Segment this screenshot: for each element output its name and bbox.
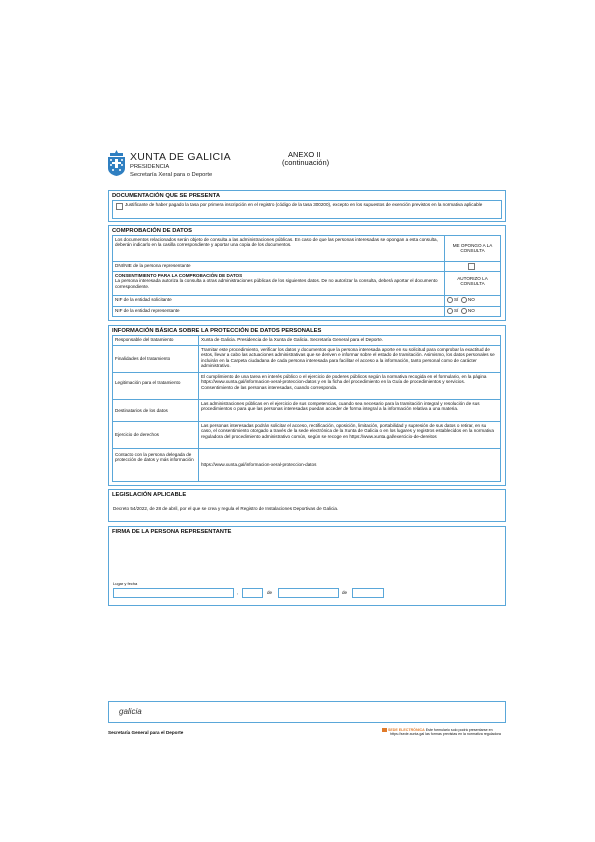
tax-receipt-text: Justificante de haber pagado la tasa por primera inscripción en el registro (código de la tasa 300200), excepto en los supuestos de exención previstos en la normativa aplicable <box>125 202 483 207</box>
yes-label: SÍ <box>454 297 459 303</box>
footer-logo-box <box>108 701 506 723</box>
signature-title: FIRMA DE LA PERSONA REPRESENTANTE <box>112 529 232 535</box>
nif-entity-label: NIF de la entidad solicitante <box>113 296 445 307</box>
law-section <box>108 489 506 522</box>
law-title: LEGISLACIÓN APLICABLE <box>112 492 187 498</box>
oppose-header: ME OPONGO A LA CONSULTA <box>445 236 501 262</box>
xunta-crest-icon <box>107 150 126 176</box>
nif-rep-yes-radio[interactable] <box>447 308 453 314</box>
sede-label: SEDE ELECTRÓNICA <box>388 728 425 732</box>
sede-text-3: las formas previstas en la normativa reguladora <box>425 732 501 737</box>
sede-icon <box>382 728 387 732</box>
dni-row-label: DNI/NIE de la persona representante <box>113 262 445 272</box>
privacy-label-rights: Ejercicio de derechos <box>113 422 199 449</box>
org-name: XUNTA DE GALICIA <box>130 151 231 163</box>
data-check-table <box>112 235 501 317</box>
place-date-label: Lugar y fecha <box>113 581 138 586</box>
no-label: NO <box>467 308 475 314</box>
privacy-text-rights: Las personas interesadas podrán solicitar el acceso, rectificación, oposición, limitación, portabilidad y supresión de sus datos o retirar, en su caso, el consentimiento otorgado a través de la sede electrónica de la Xunta de Galicia o en los lugares y registros establecidos en la normativa reguladora del procedimiento administrativo común, según se recoge en https://www.xunta.gal/exercicio-de-dereitos <box>199 422 501 449</box>
yes-label: SÍ <box>454 308 459 314</box>
day-field[interactable] <box>242 588 263 598</box>
comma-separator: , <box>237 590 239 595</box>
law-text: Decreto 54/2022, de 28 de abril, por el que se crea y regula el Registro de Instalaciones Deportivas de Galicia. <box>113 506 339 511</box>
privacy-text-legitimation: El cumplimiento de una tarea en interés público o el ejercicio de poderes públicos según la normativa recogida en el formulario, en la página https://www.xunta.gal/informacion-xeral-proteccion-datos y en la ficha del procedimiento en la Guía de procedimientos y servicios. Consentimiento de las personas interesadas, cuando corresponda. <box>199 373 501 400</box>
consent-block <box>113 272 445 296</box>
nif-entity-yes-radio[interactable] <box>447 297 453 303</box>
privacy-text-controller: Xunta de Galicia. Presidencia de la Xunta de Galicia. Secretaría General para el Deporte. <box>199 336 501 346</box>
privacy-text-contact: https://www.xunta.gal/informacion-xeral-proteccion-datos <box>199 449 501 482</box>
documents-box <box>112 200 502 219</box>
privacy-label-purpose: Finalidades del tratamiento <box>113 346 199 373</box>
galicia-logo: galicia <box>119 707 142 716</box>
dept-name: PRESIDENCIA <box>130 164 170 170</box>
privacy-label-controller: Responsable del tratamiento <box>113 336 199 346</box>
dni-oppose-checkbox[interactable] <box>468 263 475 270</box>
nif-entity-options <box>445 296 501 307</box>
de-label-1: de <box>267 590 273 595</box>
year-field[interactable] <box>352 588 384 598</box>
sede-text-1: Este formulario solo podrá presentarse en <box>425 728 493 732</box>
de-label-2: de <box>342 590 348 595</box>
place-field[interactable] <box>113 588 234 598</box>
signature-section <box>108 526 506 606</box>
nif-rep-label: NIF de la entidad representante <box>113 307 445 317</box>
privacy-label-legitimation: Legitimación para el tratamiento <box>113 373 199 400</box>
data-check-title: COMPROBACIÓN DE DATOS <box>112 228 192 234</box>
annex-title: ANEXO II <box>288 150 321 159</box>
sede-badge <box>382 728 504 736</box>
footer-department: Secretaría General para el Deporte <box>108 730 184 735</box>
consent-title: CONSENTIMIENTO PARA LA COMPROBACIÓN DE DATOS <box>115 273 243 278</box>
subdept-name: Secretaría Xeral para o Deporte <box>130 172 213 178</box>
month-field[interactable] <box>278 588 339 598</box>
documents-title: DOCUMENTACIÓN QUE SE PRESENTA <box>112 193 221 199</box>
privacy-text-purpose: Tramitar este procedimiento, verificar los datos y documentos que la persona interesada aporte en su solicitud para comprobar la exactitud de estos, llevar a cabo las actuaciones administrativas que se deriven e informar sobre el estado de tramitación. Asimismo, los datos personales se incluirán en la Carpeta ciudadana de cada persona interesada para facilitar el acceso a la información, tanto personal como de carácter administrativo. <box>199 346 501 373</box>
dni-oppose-cell <box>445 262 501 272</box>
authorize-header: AUTORIZO LA CONSULTA <box>445 272 501 296</box>
consent-text: La persona interesada autoriza la consulta a otras administraciones públicas de los siguientes datos. De no autorizar la consulta, deberá aportar el documento correspondiente. <box>115 278 438 289</box>
privacy-label-recipients: Destinatarios de los datos <box>113 400 199 422</box>
annex-subtitle: (continuación) <box>282 158 330 167</box>
documents-section <box>108 190 506 222</box>
nif-rep-no-radio[interactable] <box>461 308 467 314</box>
privacy-label-contact: Contacto con la persona delegada de protección de datos y más información <box>113 449 199 482</box>
privacy-title: INFORMACIÓN BÁSICA SOBRE LA PROTECCIÓN DE DATOS PERSONALES <box>112 328 322 334</box>
oppose-intro: Los documentos relacionados serán objeto de consulta a las administraciones públicas. En caso de que las personas interesadas se opongan a esta consulta, deberán indicarlo en la casilla correspondiente y aportar una copia de los documentos. <box>113 236 445 262</box>
tax-receipt-checkbox[interactable] <box>116 203 123 210</box>
no-label: NO <box>467 297 475 303</box>
sede-url[interactable]: https://sede.xunta.gal <box>390 732 425 737</box>
data-check-section <box>108 225 506 321</box>
privacy-table <box>112 335 501 482</box>
privacy-section <box>108 325 506 486</box>
nif-rep-options <box>445 307 501 317</box>
privacy-text-recipients: Las administraciones públicas en el ejercicio de sus competencias, cuando sea necesario para la tramitación integral y resolución de sus procedimientos o para que las personas interesadas puedan acceder de forma integral a la información relativa a una materia. <box>199 400 501 422</box>
nif-entity-no-radio[interactable] <box>461 297 467 303</box>
